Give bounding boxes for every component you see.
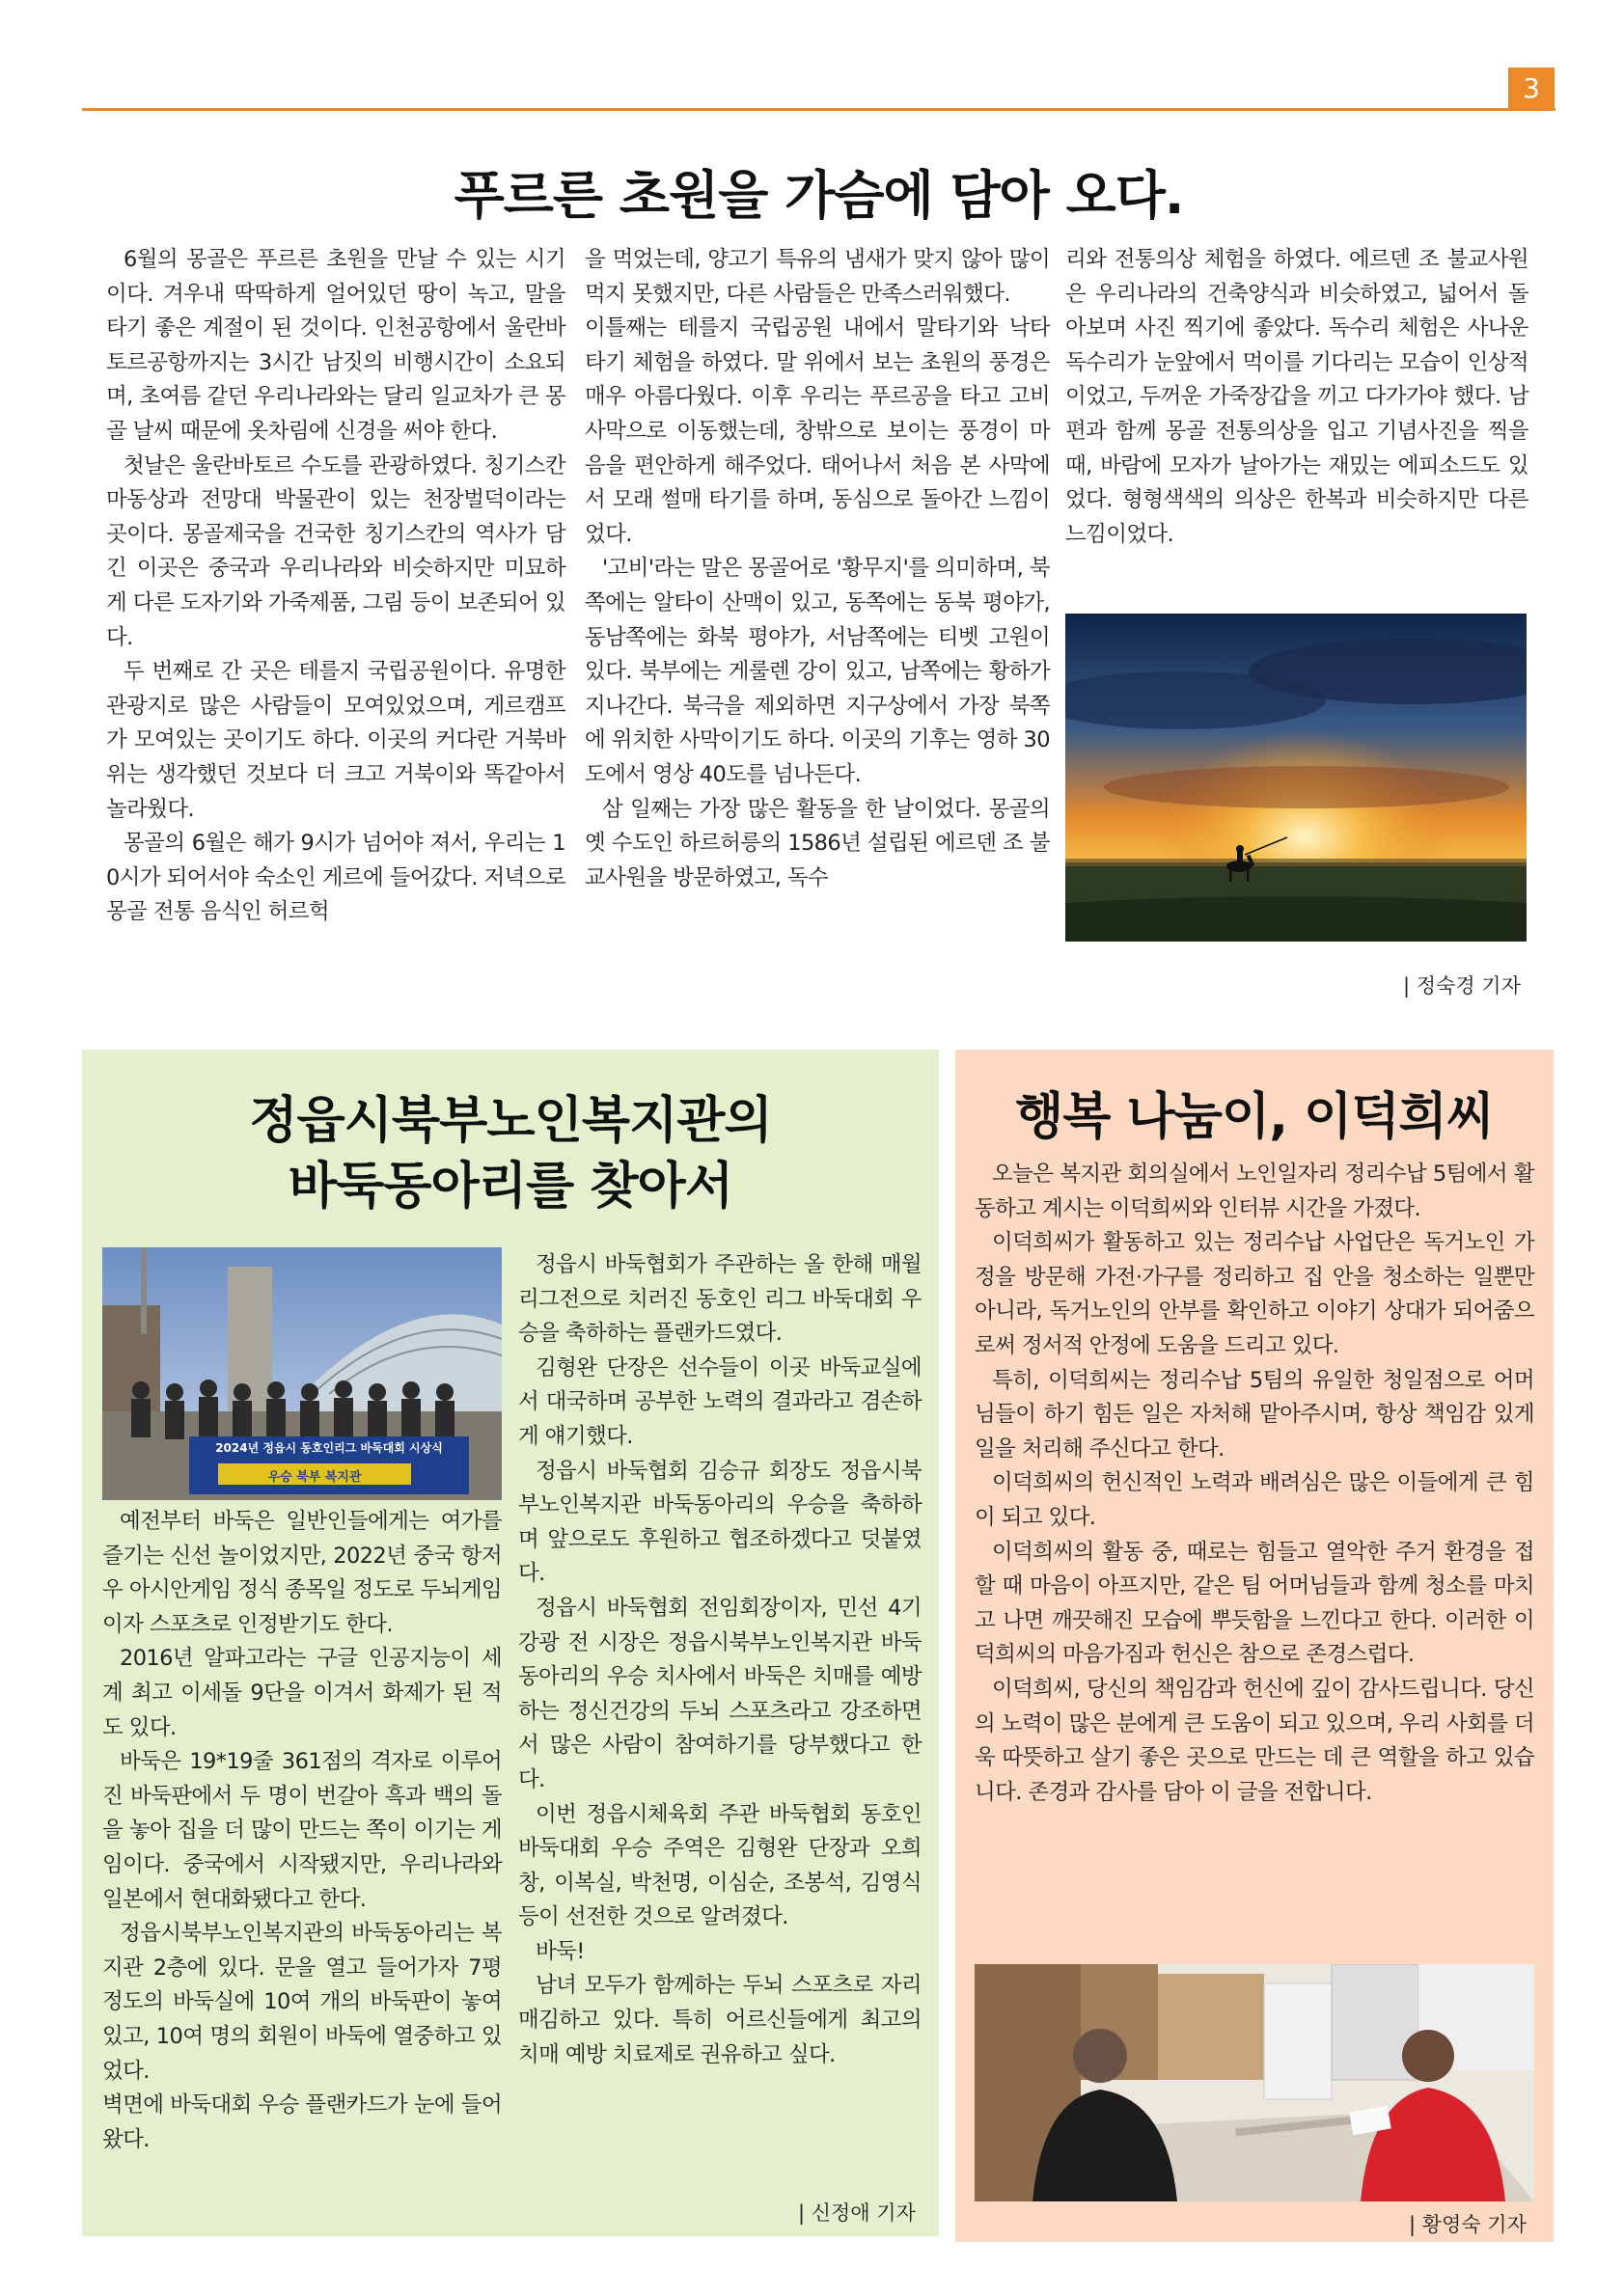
article2-col1 <box>102 1505 502 2157</box>
article2-box <box>82 1050 939 2236</box>
article3-box <box>955 1050 1554 2242</box>
article3-title: 행복 나눔이, 이덕희씨 <box>1014 1088 1495 1146</box>
paragraph: 이덕희씨의 헌신적인 노력과 배려심은 많은 이들에게 큰 힘이 되고 있다. <box>975 1470 1534 1530</box>
page-number: 3 <box>1508 68 1555 110</box>
article2-credit: | 신정애 기자 <box>798 2201 916 2225</box>
article1-col1 <box>106 243 565 930</box>
article2-title-line1: 정읍시북부노인복지관의 <box>249 1092 772 1150</box>
paragraph: 정읍시북부노인복지관의 바둑동아리는 복지관 2층에 있다. 문을 열고 들어가자 7평 정도의 바둑실에 10여 개의 바둑판이 놓여있고, 10여 명의 회원이 바둑에 열중하고 있었다. <box>102 1921 502 2084</box>
article2-title-line2: 바둑동아리를 찾아서 <box>288 1158 733 1216</box>
article1-credit: | 정숙경 기자 <box>1403 974 1521 998</box>
mongolia-sunset-photo <box>1065 614 1527 942</box>
interview-photo <box>975 1964 1534 2201</box>
paragraph: 벽면에 바둑대회 우승 플랜카드가 눈에 들어왔다. <box>102 2092 502 2152</box>
article1-col3 <box>1065 243 1528 552</box>
paragraph: 이덕희씨가 활동하고 있는 정리수납 사업단은 독거노인 가정을 방문해 가전·가구를 정리하고 집 안을 청소하는 일뿐만 아니라, 독거노인의 안부를 확인하고 이야기 상대가 되어줌으로써 정서적 안정에 도움을 드리고 있다. <box>975 1230 1534 1358</box>
sunset-rider-image <box>1065 614 1527 942</box>
paragraph: 정읍시 바둑협회 김승규 회장도 정읍시북부노인복지관 바둑동아리의 우승을 축하하며 앞으로도 후원하고 협조하겠다고 덧붙였다. <box>518 1458 922 1587</box>
article2-col2 <box>518 1248 922 2072</box>
paragraph: 을 먹었는데, 양고기 특유의 냄새가 맞지 않아 많이 먹지 못했지만, 다른 사람들은 만족스러워했다. <box>585 247 1050 307</box>
paragraph: 리와 전통의상 체험을 하였다. 에르덴 조 불교사원은 우리나라의 건축양식과 비슷하였고, 넓어서 돌아보며 사진 찍기에 좋았다. 독수리 체험은 사나운 독수리가 눈앞에서 먹이를 기다리는 모습이 인상적이었고, 두꺼운 가죽장갑을 끼고 다가가야 했다. 남편과 함께 몽골 전통의상을 입고 기념사진을 찍을 때, 바람에 모자가 날아가는 재밌는 에피소드도 있었다. 형형색색의 의상은 한복과 비슷하지만 다른 느낌이었다. <box>1065 247 1528 547</box>
paragraph: 바둑! <box>536 1938 585 1964</box>
article1-col2 <box>585 243 1050 895</box>
paragraph: 남녀 모두가 함께하는 두뇌 스포츠로 자리매김하고 있다. 특히 어르신들에게 최고의 치매 예방 치료제로 권유하고 싶다. <box>518 1973 922 2067</box>
group-photo-image <box>102 1247 502 1500</box>
baduk-club-photo <box>102 1247 502 1500</box>
paragraph: 바둑은 19*19줄 361점의 격자로 이루어진 바둑판에서 두 명이 번갈아 흑과 백의 돌을 놓아 집을 더 많이 만드는 쪽이 이기는 게임이다. 중국에서 시작됐지만, 우리나라와 일본에서 현대화됐다고 한다. <box>102 1749 502 1912</box>
paragraph: 이덕희씨, 당신의 책임감과 헌신에 깊이 감사드립니다. 당신의 노력이 많은 분에게 큰 도움이 되고 있으며, 우리 사회를 더욱 따뜻하고 살기 좋은 곳으로 만드는 데 큰 역할을 하고 있습니다. 존경과 감사를 담아 이 글을 전합니다. <box>975 1676 1534 1805</box>
article1-title: 푸르른 초원을 가슴에 담아 오다. <box>454 165 1184 226</box>
header-rule <box>82 108 1555 111</box>
paragraph: 정읍시 바둑협회 전임회장이자, 민선 4기 강광 전 시장은 정읍시북부노인복지관 바둑동아리의 우승 치사에서 바둑은 치매를 예방하는 정신건강의 두뇌 스포츠라고 강조하면서 많은 사람이 참여하기를 당부했다고 한다. <box>518 1595 922 1792</box>
paragraph: 오늘은 복지관 회의실에서 노인일자리 정리수납 5팀에서 활동하고 계시는 이덕희씨와 인터뷰 시간을 가졌다. <box>975 1162 1534 1221</box>
article2-title <box>82 1088 939 1219</box>
paragraph: 이번 정읍시체육회 주관 바둑협회 동호인바둑대회 우승 주역은 김형완 단장과 오희창, 이복실, 박천명, 이심순, 조봉석, 김영식 등이 선전한 것으로 알려졌다. <box>518 1801 922 1930</box>
paragraph: 몽골의 6월은 해가 9시가 넘어야 져서, 우리는 10시가 되어서야 숙소인 게르에 들어갔다. 저녁으로 몽골 전통 음식인 허르헉 <box>106 831 565 925</box>
article3-body <box>975 1158 1534 1810</box>
paragraph: 이덕희씨의 활동 중, 때로는 힘들고 열악한 주거 환경을 접할 때 마음이 아프지만, 같은 팀 어머님들과 함께 청소를 마치고 나면 깨끗해진 모습에 뿌듯함을 느낀다고 한다. 이러한 이덕희씨의 마음가짐과 헌신은 참으로 존경스럽다. <box>975 1539 1534 1668</box>
banner-text: 2024년 정읍시 동호인리그 바둑대회 시상식 <box>215 1441 443 1455</box>
paragraph: 특히, 이덕희씨는 정리수납 5팀의 유일한 청일점으로 어머님들이 하기 힘든 일은 자처해 맡아주시며, 항상 책임감 있게 일을 처리해 주신다고 한다. <box>975 1367 1534 1462</box>
paragraph: 2016년 알파고라는 구글 인공지능이 세계 최고 이세돌 9단을 이겨서 화제가 된 적도 있다. <box>102 1646 502 1740</box>
paragraph: 김형완 단장은 선수들이 이곳 바둑교실에서 대국하며 공부한 노력의 결과라고 겸손하게 얘기했다. <box>518 1354 922 1449</box>
paragraph: 이틀째는 테를지 국립공원 내에서 말타기와 낙타 타기 체험을 하였다. 말 위에서 보는 초원의 풍경은 매우 아름다웠다. 이후 우리는 푸르공을 타고 고비사막으로 이동했는데, 창밖으로 보이는 풍경이 마음을 편안하게 해주었다. 태어나서 처음 본 사막에서 모래 썰매 타기를 하며, 동심으로 돌아간 느낌이었다. <box>585 315 1050 547</box>
paragraph: 예전부터 바둑은 일반인들에게는 여가를 즐기는 신선 놀이었지만, 2022년 중국 항저우 아시안게임 정식 종목일 정도로 두뇌게임이자 스포츠로 인정받기도 한다. <box>102 1509 502 1637</box>
paragraph: 삼 일째는 가장 많은 활동을 한 날이었다. 몽골의 옛 수도인 하르허릉의 1586년 설립된 에르덴 조 불교사원을 방문하였고, 독수 <box>585 796 1051 890</box>
paragraph: 정읍시 바둑협회가 주관하는 올 한해 매월 리그전으로 치러진 동호인 리그 바둑대회 우승을 축하하는 플랜카드였다. <box>518 1252 922 1347</box>
paragraph: '고비'라는 말은 몽골어로 '황무지'를 의미하며, 북쪽에는 알타이 산맥이 있고, 동쪽에는 동북 평야가, 동남쪽에는 화북 평야가, 서남쪽에는 티벳 고원이 있다. 북부에는 게룰렌 강이 있고, 남쪽에는 황하가 지나간다. 북극을 제외하면 지구상에서 가장 북쪽에 위치한 사막이기도 하다. 이곳의 기후는 영하 30도에서 영상 40도를 넘나든다. <box>585 556 1050 787</box>
banner-winner-text: 우승 북부 복지관 <box>267 1470 362 1485</box>
article3-credit: | 황영숙 기자 <box>1409 2213 1527 2236</box>
paragraph: 6월의 몽골은 푸르른 초원을 만날 수 있는 시기이다. 겨우내 딱딱하게 얼어있던 땅이 녹고, 말을 타기 좋은 계절이 된 것이다. 인천공항에서 울란바토르공항까지는 3시간 남짓의 비행시간이 소요되며, 초여름 같던 우리나라와는 달리 일교차가 큰 몽골 날씨 때문에 옷차림에 신경을 써야 한다. <box>106 247 565 444</box>
interview-image <box>975 1964 1534 2201</box>
paragraph: 첫날은 울란바토르 수도를 관광하였다. 칭기스칸 마동상과 전망대 박물관이 있는 천장벌덕이라는 곳이다. 몽골제국을 건국한 칭기스칸의 역사가 담긴 이곳은 중국과 우리나라와 비슷하지만 미묘하게 다른 도자기와 가죽제품, 그림 등이 보존되어 있다. <box>106 452 565 650</box>
paragraph: 두 번째로 간 곳은 테를지 국립공원이다. 유명한 관광지로 많은 사람들이 모여있었으며, 게르캠프가 모여있는 곳이기도 하다. 이곳의 커다란 거북바위는 생각했던 것보다 더 크고 거북이와 똑같아서 놀라웠다. <box>106 659 565 822</box>
